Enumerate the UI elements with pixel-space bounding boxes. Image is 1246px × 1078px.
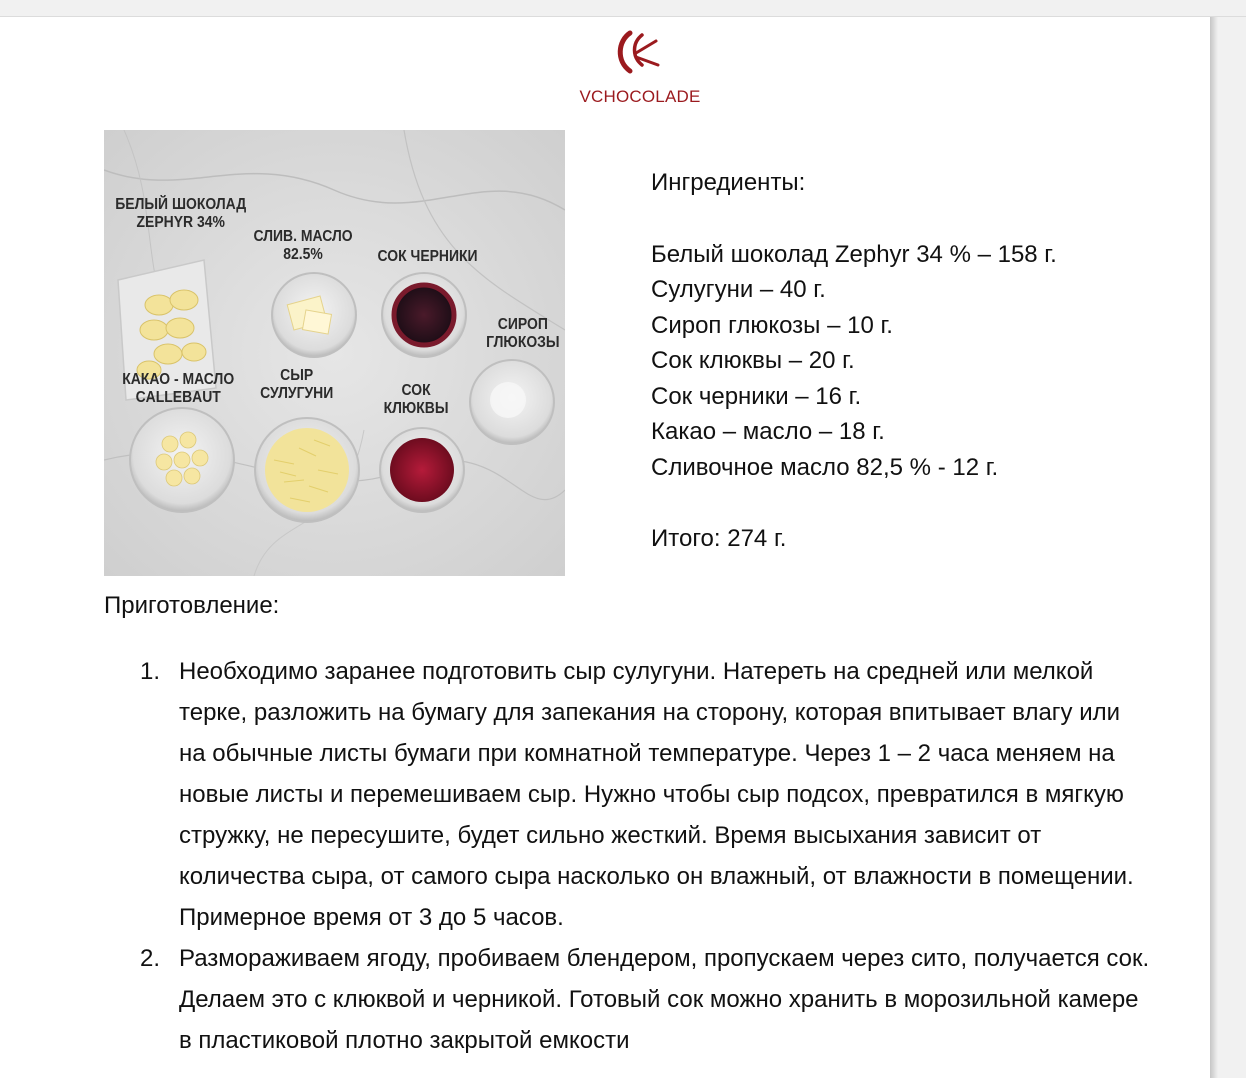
- document-page: [0, 17, 1210, 1078]
- label-glucose-syrup: СИРОП ГЛЮКОЗЫ: [486, 316, 560, 351]
- ingredient-item: Сливочное масло 82,5 % - 12 г.: [651, 453, 999, 481]
- label-white-chocolate: БЕЛЫЙ ШОКОЛАД ZEPHYR 34%: [115, 196, 247, 231]
- ingredient-item: Сок клюквы – 20 г.: [651, 347, 855, 374]
- vchocolade-logo-icon: [600, 27, 680, 77]
- ingredient-item: Сок черники – 16 г.: [651, 382, 862, 410]
- preparation-steps: [140, 651, 1150, 1061]
- ingredient-item: Сулугуни – 40 г.: [651, 276, 826, 303]
- label-butter: СЛИВ. МАСЛО 82.5%: [253, 228, 353, 263]
- label-blueberry-juice: СОК ЧЕРНИКИ: [377, 248, 478, 265]
- ingredient-item: Белый шоколад Zephyr 34 % – 158 г.: [651, 240, 1057, 268]
- label-cocoa-butter: КАКАО - МАСЛО CALLEBAUT: [122, 371, 235, 406]
- step-number: 2.: [140, 945, 161, 972]
- preparation-heading: Приготовление:: [104, 592, 280, 619]
- ingredients-section: [651, 165, 1191, 581]
- brand-name: VCHOCOLADE: [579, 87, 701, 106]
- preparation-step: [140, 651, 1150, 938]
- label-suluguni: СЫР СУЛУГУНИ: [260, 367, 334, 402]
- ingredients-total: Итого: 274 г.: [651, 525, 787, 552]
- ingredient-item: Сироп глюкозы – 10 г.: [651, 311, 893, 339]
- step-number: 1.: [140, 658, 161, 685]
- ingredients-list: [651, 237, 1191, 486]
- label-cranberry-juice: СОК КЛЮКВЫ: [383, 382, 449, 417]
- ingredients-title: Ингредиенты:: [651, 169, 806, 196]
- page-shadow: [1210, 17, 1218, 1078]
- step-text: Размораживаем ягоду, пробиваем блендером, пропускаем через сито, получается сок. Делаем это с клюквой и черникой. Готовый сок можно хранить в морозильной камере в пластиковой плотно закрытой емкости: [179, 945, 1150, 1054]
- ingredient-item: Какао – масло – 18 г.: [651, 418, 885, 445]
- preparation-step: [140, 938, 1150, 1061]
- viewer-top-bar: [0, 0, 1246, 17]
- step-text: Необходимо заранее подготовить сыр сулугуни. Натереть на средней или мелкой терке, разложить на бумагу для запекания на сторону, которая впитывает влагу или на обычные листы бумаги при комнатной температуре. Через 1 – 2 часа меняем на новые листы и перемешиваем сыр. Нужно чтобы сыр подсох, превратился в мягкую стружку, не пересушите, будет сильно жесткий. Время высыхания зависит от количества сыра, от самого сыра насколько он влажный, от влажности в помещении. Примерное время от 3 до 5 часов.: [179, 658, 1134, 931]
- ingredients-photo: [104, 130, 565, 576]
